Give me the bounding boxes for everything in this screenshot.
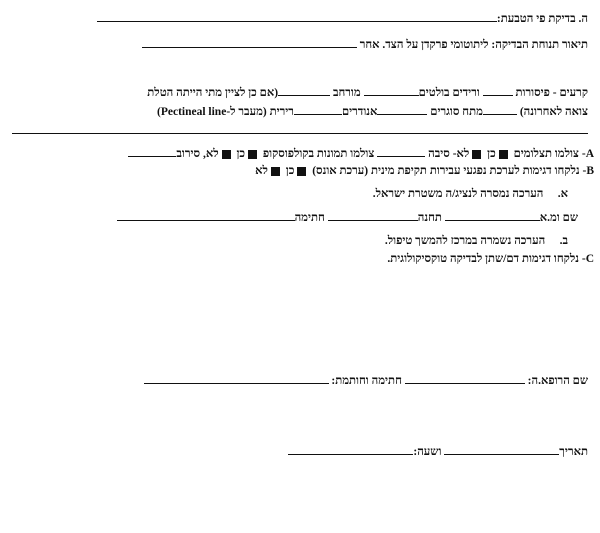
- last-output-blank[interactable]: [483, 103, 517, 115]
- date-blank[interactable]: [444, 443, 559, 455]
- officer-line: [8, 209, 578, 226]
- item-a-marker: A-: [581, 148, 594, 160]
- mucosa-close: ): [157, 106, 161, 118]
- item-a-line: [12, 145, 594, 162]
- photos-no-label: לא- סיבה: [428, 148, 470, 160]
- sub-b-line: [12, 234, 568, 249]
- officer-station-label: תחנה: [417, 212, 442, 224]
- sub-a-marker: א.: [557, 188, 568, 200]
- item-b-marker: B-: [582, 165, 594, 177]
- pectineal-label: Pectineal line: [160, 106, 227, 118]
- dilated-label: מורחב: [332, 87, 361, 99]
- photos-yes-checkbox[interactable]: [499, 150, 508, 159]
- photos-reason-blank[interactable]: [377, 145, 425, 157]
- doctor-name-blank[interactable]: [405, 372, 525, 384]
- closing-tension-blank[interactable]: [377, 103, 427, 115]
- tears-label: קרעים - פיסורות: [515, 87, 588, 99]
- kit-yes-checkbox[interactable]: [297, 167, 306, 176]
- sub-b-marker: ב.: [559, 235, 568, 247]
- tears-blank[interactable]: [483, 84, 513, 96]
- officer-station-blank[interactable]: [328, 209, 418, 221]
- mucosa-label: רירית (מעבר ל-: [226, 106, 294, 118]
- warts-label: אנודרים: [341, 106, 378, 118]
- colposcope-no-checkbox[interactable]: [222, 150, 231, 159]
- item-a-text: צולמו תצלומים: [513, 148, 579, 160]
- item-c-line: [12, 252, 594, 267]
- photos-yes-label: כן: [487, 148, 496, 160]
- doctor-signature-blank[interactable]: [144, 372, 329, 384]
- tears-line-2: [12, 103, 588, 120]
- section-heading: ה. בדיקת פי הטבעת:: [496, 13, 588, 25]
- item-b-line: [12, 164, 594, 179]
- sub-a-line: [12, 187, 568, 202]
- time-label: ושעה:: [413, 446, 442, 458]
- exam-other-blank[interactable]: [142, 36, 357, 48]
- doctor-name-label: שם הרופא.ה:: [527, 375, 588, 387]
- officer-signature-blank[interactable]: [117, 209, 295, 221]
- exam-description-line: [12, 36, 588, 53]
- veins-label: ורידים בולטים: [418, 87, 480, 99]
- datetime-line: [12, 443, 588, 460]
- item-b-text: נלקחו דגימות לערכת נפגעי עבירות תקיפת מינית (ערכת אונס): [312, 165, 580, 177]
- colposcope-yes-label: כן: [236, 148, 246, 160]
- section-heading-line: [12, 10, 588, 27]
- warts-blank[interactable]: [294, 103, 342, 115]
- item-c-text: נלקחו דגימות דם/שתן לבדיקה טוקסיקולוגית.: [387, 253, 579, 265]
- officer-signature-label: חתימה: [294, 212, 325, 224]
- kit-no-label: לא: [255, 165, 268, 177]
- tears-note: (אם כן לציין מתי הייתה הטלת: [147, 87, 279, 99]
- full-width-blank-line[interactable]: [12, 133, 588, 134]
- item-a-text2: צולמו תמונות בקולפוסקופ: [262, 148, 375, 160]
- officer-name-blank[interactable]: [445, 209, 540, 221]
- date-label: תאריך: [559, 446, 588, 458]
- kit-no-checkbox[interactable]: [271, 167, 280, 176]
- sub-a-text: הערכה נמסרה לנציג/ה משטרת ישראל.: [372, 188, 544, 200]
- closing-tension-label: מתח סוגרים: [430, 106, 483, 118]
- colposcope-yes-checkbox[interactable]: [248, 150, 257, 159]
- kit-yes-label: כן: [285, 165, 295, 177]
- refuse-blank[interactable]: [128, 145, 176, 157]
- doctor-line: [12, 372, 588, 389]
- item-c-marker: C-: [581, 253, 594, 265]
- last-output-label: צואה לאחרונה): [519, 106, 588, 118]
- veins-blank[interactable]: [364, 84, 419, 96]
- colposcope-no-label: לא, סירוב: [176, 148, 219, 160]
- doctor-signature-label: חתימה וחותמת:: [331, 375, 402, 387]
- heading-blank[interactable]: [97, 10, 497, 22]
- time-blank[interactable]: [288, 443, 413, 455]
- sub-b-text: הערכה נשמרה במרכז להמשך טיפול.: [384, 235, 546, 247]
- dilated-blank[interactable]: [278, 84, 330, 96]
- tears-line: [12, 84, 588, 101]
- officer-name-label: שם ומ.א: [539, 212, 578, 224]
- exam-description: תיאור תנוחת הבדיקה: ליתוטומי פרקדן על הצד. אחר: [359, 39, 588, 51]
- photos-no-checkbox[interactable]: [472, 150, 481, 159]
